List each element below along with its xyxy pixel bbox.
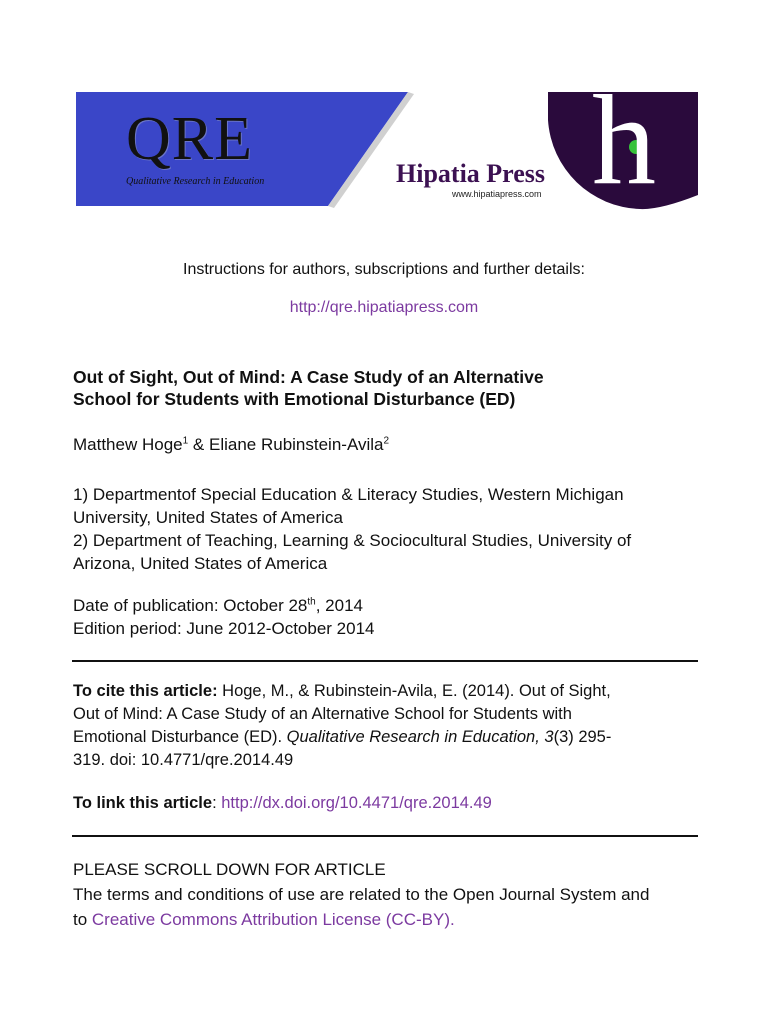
scroll-notice: PLEASE SCROLL DOWN FOR ARTICLE (73, 860, 386, 879)
author-affiliation-marker: 2 (383, 435, 390, 447)
affiliation-line: 1) Departmentof Special Education & Literacy Studies, Western Michigan (73, 485, 624, 504)
citation-label: To cite this article: (73, 682, 218, 700)
citation-line (73, 726, 698, 749)
license-link[interactable]: Creative Commons Attribution License (91, 910, 382, 929)
divider-top (72, 660, 698, 662)
journal-logo-subtitle: Qualitative Research in Education (126, 176, 265, 187)
affiliation-line: University, United States of America (73, 508, 343, 527)
publication-date-year: , 2014 (315, 596, 363, 615)
publisher-url[interactable]: www.hipatiapress.com (452, 189, 542, 199)
license-suffix: (CC-BY). (381, 910, 455, 929)
publication-date (73, 594, 698, 617)
article-doi-link[interactable]: http://dx.doi.org/10.4471/qre.2014.49 (221, 794, 492, 812)
instructions-link-wrap (0, 299, 768, 317)
journal-logo: QRE (126, 105, 253, 173)
header-banner (0, 0, 768, 220)
citation-block (73, 680, 698, 772)
author-name: Matthew Hoge (73, 435, 183, 454)
divider-bottom (72, 835, 698, 837)
citation-text: Emotional Disturbance (ED). (73, 728, 287, 746)
author-separator: & (188, 435, 209, 454)
citation-text: (3) 295- (553, 728, 612, 746)
footer-notice (73, 857, 698, 932)
article-title-line: School for Students with Emotional Disturbance (ED) (73, 389, 516, 409)
citation-text: Hoge, M., & Rubinstein-Avila, E. (2014). Out of Sight, (217, 682, 611, 700)
publication-dates (73, 594, 698, 640)
author-affiliation-marker: 1 (182, 435, 189, 447)
citation-journal: Qualitative Research in Education, 3 (286, 728, 554, 746)
article-title-line: Out of Sight, Out of Mind: A Case Study of an Alternative (73, 367, 544, 387)
link-colon: : (212, 794, 222, 812)
article-link-line (73, 792, 698, 815)
publication-date-suffix-sup: th (307, 596, 316, 608)
affiliation-line: 2) Department of Teaching, Learning & Sociocultural Studies, University of (73, 531, 632, 550)
article-title (73, 366, 698, 410)
link-label: To link this article (73, 794, 213, 812)
citation-line: 319. doi: 10.4771/qre.2014.49 (73, 751, 294, 769)
affiliations (73, 483, 698, 575)
journal-homepage-link[interactable]: http://qre.hipatiapress.com (289, 299, 479, 316)
affiliation-line: Arizona, United States of America (73, 554, 328, 573)
publisher-logo-letter: h (592, 69, 656, 211)
instructions-text: Instructions for authors, subscriptions and further details: (183, 261, 585, 278)
terms-text: to (73, 910, 92, 929)
terms-line (73, 907, 698, 932)
citation-line: Out of Mind: A Case Study of an Alternative School for Students with (73, 705, 572, 723)
publisher-name: Hipatia Press (396, 159, 546, 188)
authors (73, 433, 698, 456)
terms-line: The terms and conditions of use are related to the Open Journal System and (73, 885, 650, 904)
publication-date-text: Date of publication: October 28 (73, 596, 308, 615)
author-name: Eliane Rubinstein-Avila (208, 435, 384, 454)
edition-period: Edition period: June 2012-October 2014 (73, 619, 375, 638)
citation-line (73, 680, 698, 703)
